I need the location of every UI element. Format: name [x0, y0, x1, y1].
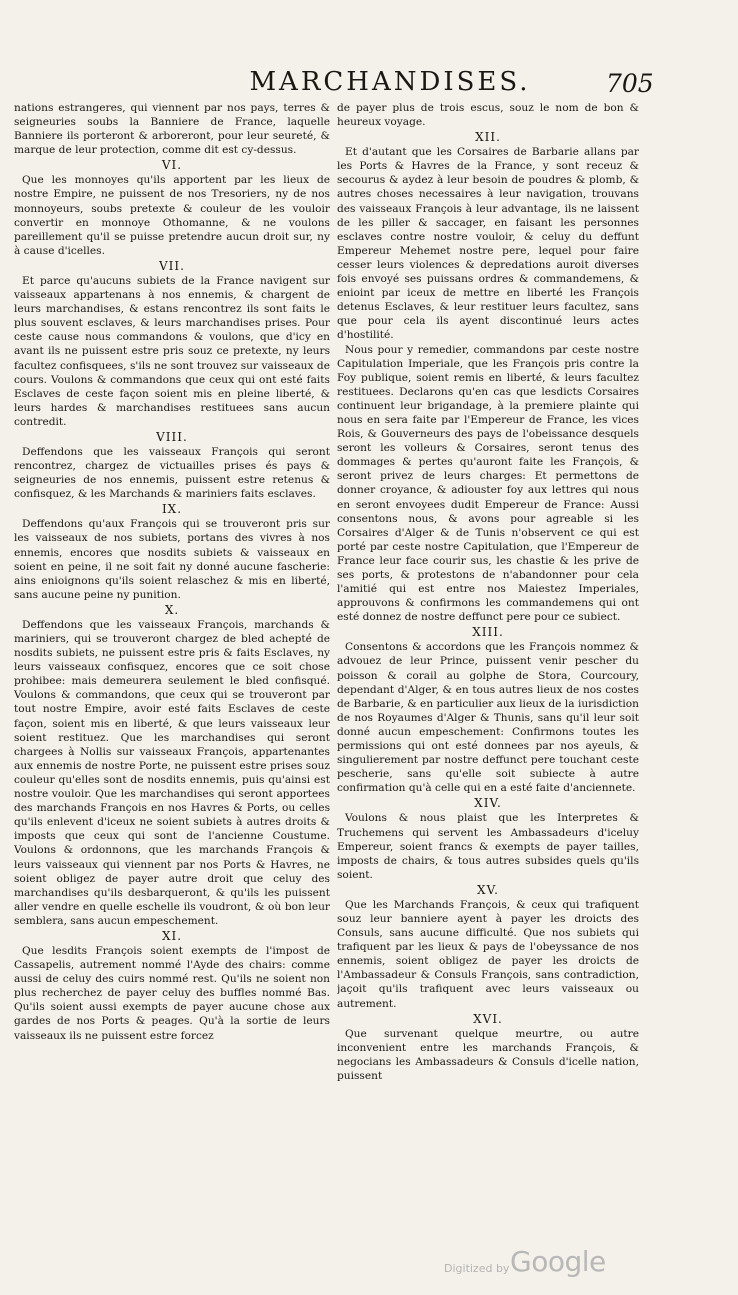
paragraph: nations estrangeres, qui viennent par nos pays, terres & seigneuries soubs la Banniere de France, laquelle Banniere ils porteront & arboreront, pour leur seureté, & marque de leur protection, comme dit est cy-dessus.: [14, 102, 330, 157]
page-header: [0, 66, 738, 100]
section-heading: VII.: [159, 258, 185, 273]
digitized-label: Digitized by: [444, 1262, 510, 1275]
paragraph: Consentons & accordons que les François nommez & advouez de leur Prince, puissent venir pescher du poisson & corail au golphe de Stora, Courcoury, dependant d'Alger, & en tous autres lieux de nos costes de Barbarie, & en particulier aux lieux de la iurisdiction de nos Royaumes d'Alger & Thunis, sans qu'il leur soit donné aucun empeschement: Confirmons toutes les permissions qui ont esté donnees par nos ayeuls, & singulierement par nostre deffunct pere touchant ceste pescherie, sans qu'elle soit subiecte à autre confirmation qu'à celle qui en a esté faite d'anciennete.: [337, 641, 639, 795]
paragraph: Nous pour y remedier, commandons par ceste nostre Capitulation Imperiale, que les François pris contre la Foy publique, soient remis en liberté, & leurs facultez restituees. Declarons qu'en cas que lesdicts Corsaires continuent leur brigandage, à la premiere plainte qui nous en sera faite par l'Empereur de France, les vices Rois, & Gouverneurs des pays de l'obeissance desquels seront les volleurs & Corsaires, seront tenus des dommages & pertes qu'auront faite les François, & seront privez de leurs charges: Et permettons de donner croyance, & adiouster foy aux lettres qui nous en seront envoyees dudit Empereur de France: Aussi consentons nous, & avons pour agreable si les Corsaires d'Alger & de Tunis n'observent ce qui est porté par ceste nostre Capitulation, que l'Empereur de France leur face courir sus, les chastie & les prive de ses ports, & protestons de n'abandonner pour cela l'amitié qui est entre nos Maiestez Imperiales, approuvons & confirmons les commandemens qui ont esté donnez de nostre deffunct pere pour ce subiect.: [337, 343, 639, 624]
paragraph: Que survenant quelque meurtre, ou autre inconvenient entre les marchands François, & negocians les Ambassadeurs & Consuls d'icelle nation, puissent: [337, 1027, 639, 1082]
section-heading: XIV.: [474, 796, 502, 811]
paragraph: Et d'autant que les Corsaires de Barbarie allans par les Ports & Havres de la France, y sont receuz & secourus & aydez à leur besoin de poudres & plomb, & autres choses necessaires à leur navigation, trouvans des vaisseaux François à leur advantage, ils ne laissent de les piller & saccager, en faisant les personnes esclaves contre nostre vouloir, & celuy du deffunt Empereur Mehemet nostre pere, lequel pour faire cesser leurs violences & depredations auroit diverses fois envoyé ses puissans ordres & commandemens, & enioint par iceux de mettre en liberté les François detenus Esclaves, & leur restituer leurs facultez, sans que pour cela ils ayent discontinué leurs actes d'hostilité.: [337, 146, 639, 342]
left-column: [14, 101, 330, 1195]
paragraph: Que les Marchands François, & ceux qui trafiquent souz leur banniere ayent à payer les droicts des Consuls, sans aucune difficulté. Que nos subiets qui trafiquent par les lieux & pays de l'obeyssance de nos ennemis, soient obligez de payer les droicts de l'Ambassadeur & Consuls François, sans contradiction, jaçoit qu'ils trafiquent avec leurs vaisseaux ou autrement.: [337, 898, 639, 1010]
section-heading: XI.: [161, 928, 183, 943]
section-heading: VIII.: [156, 429, 188, 444]
section-heading: XIII.: [472, 625, 504, 640]
right-column: [337, 101, 639, 1195]
paragraph: Et parce qu'aucuns subiets de la France navigent sur vaisseaux appartenans à nos ennemis, & chargent de leurs marchandises, & estans rencontrez ils sont faits le plus souvent esclaves, & leurs marchandises prises. Pour ceste cause nous commandons & voulons, que d'icy en avant ils ne puissent estre pris souz ce pretexte, ny leurs facultez confisquees, s'ils ne sont trouvez sur vaisseaux de cours. Voulons & commandons que ceux qui ont esté faits Esclaves de ceste façon soient mis en pleine liberté, & leurs hardes & marchandises restituees sans aucun contredit.: [14, 274, 330, 428]
section-heading: VI.: [161, 158, 183, 173]
section-heading: XVI.: [473, 1011, 503, 1026]
paragraph: de payer plus de trois escus, souz le nom de bon & heureux voyage.: [337, 102, 639, 129]
paragraph: Que lesdits François soient exempts de l'impost de Cassapelis, autrement nommé l'Ayde des chairs: comme aussi de celuy des cuirs nommé rest. Qu'ils ne soient non plus recherchez de payer celuy des buffles nommé Bas. Qu'ils soient aussi exempts de payer aucune chose aux gardes de nos Ports & peages. Qu'à la sortie de leurs vaisseaux ils ne puissent estre forcez: [14, 944, 330, 1042]
section-heading: X.: [164, 602, 180, 617]
paragraph: Que les monnoyes qu'ils apportent par les lieux de nostre Empire, ne puissent de nos Tresoriers, ny de nos monnoyeurs, soubs pretexte & couleur de les vouloir convertir en monnoye Othomanne, & ne voulons pareillement qu'il se puisse pretendre aucun droit sur, ny à cause d'icelles.: [14, 174, 330, 257]
running-title: MARCHANDISES.: [249, 67, 531, 97]
paragraph: Deffendons que les vaisseaux François, marchands & mariniers, qui se trouveront chargez de bled achepté de nosdits subiets, ne puissent estre pris & faits Esclaves, ny leurs vaisseaux confisquez, encores que ce soit chose prohibee: mais demeurera seulement le bled confisqué. Voulons & commandons, que ceux qui se trouveront par tout nostre Empire, avoir esté faits Esclaves de ceste façon, soient mis en liberté, & que leurs vaisseaux leur soient restituez. Que les marchandises qui seront chargees à Nollis sur vaisseaux François, appartenantes aux ennemis de nostre Porte, ne puissent estre prises souz couleur qu'elles sont de nosdits ennemis, puis qu'ainsi est nostre vouloir. Que les marchandises qui seront apportees des marchands François en nos Havres & Ports, ou celles qu'ils enlevent d'iceux ne soient subiets à autres droits & imposts que ceux qui sont de l'ancienne Coustume. Voulons & ordonnons, que les marchands François & leurs vaisseaux qui viennent par nos Ports & Havres, ne soient obligez de payer autre droit que celuy des marchandises qu'ils desbarqueront, & qu'ils les puissent aller vendre en quelle eschelle ils voudront, & où bon leur semblera, sans aucun empeschement.: [14, 618, 330, 927]
paragraph: Deffendons que les vaisseaux François qui seront rencontrez, chargez de victuailles prises és pays & seigneuries de nos ennemis, puissent estre retenus & confisquez, & les Marchands & mariniers faits esclaves.: [14, 445, 330, 501]
paragraph: Voulons & nous plaist que les Interpretes & Truchemens qui servent les Ambassadeurs d'iceluy Empereur, soient francs & exempts de payer tailles, imposts de chairs, & tous autres subsides quels qu'ils soient.: [337, 812, 639, 881]
google-logo: Google: [510, 1245, 606, 1278]
section-heading: XII.: [475, 130, 501, 145]
page-number: 705: [606, 69, 654, 98]
digitization-watermark: [440, 1245, 640, 1285]
paragraph: Deffendons qu'aux François qui se trouveront pris sur les vaisseaux de nos subiets, portans des vivres à nos ennemis, encores que nosdits subiets & vaisseaux en soient en peine, il ne soit fait ny donné aucune fascherie: ains enioignons qu'ils soient relaschez & mis en liberté, sans aucune peine ny punition.: [14, 518, 330, 601]
section-heading: IX.: [161, 502, 183, 517]
section-heading: XV.: [477, 882, 499, 897]
